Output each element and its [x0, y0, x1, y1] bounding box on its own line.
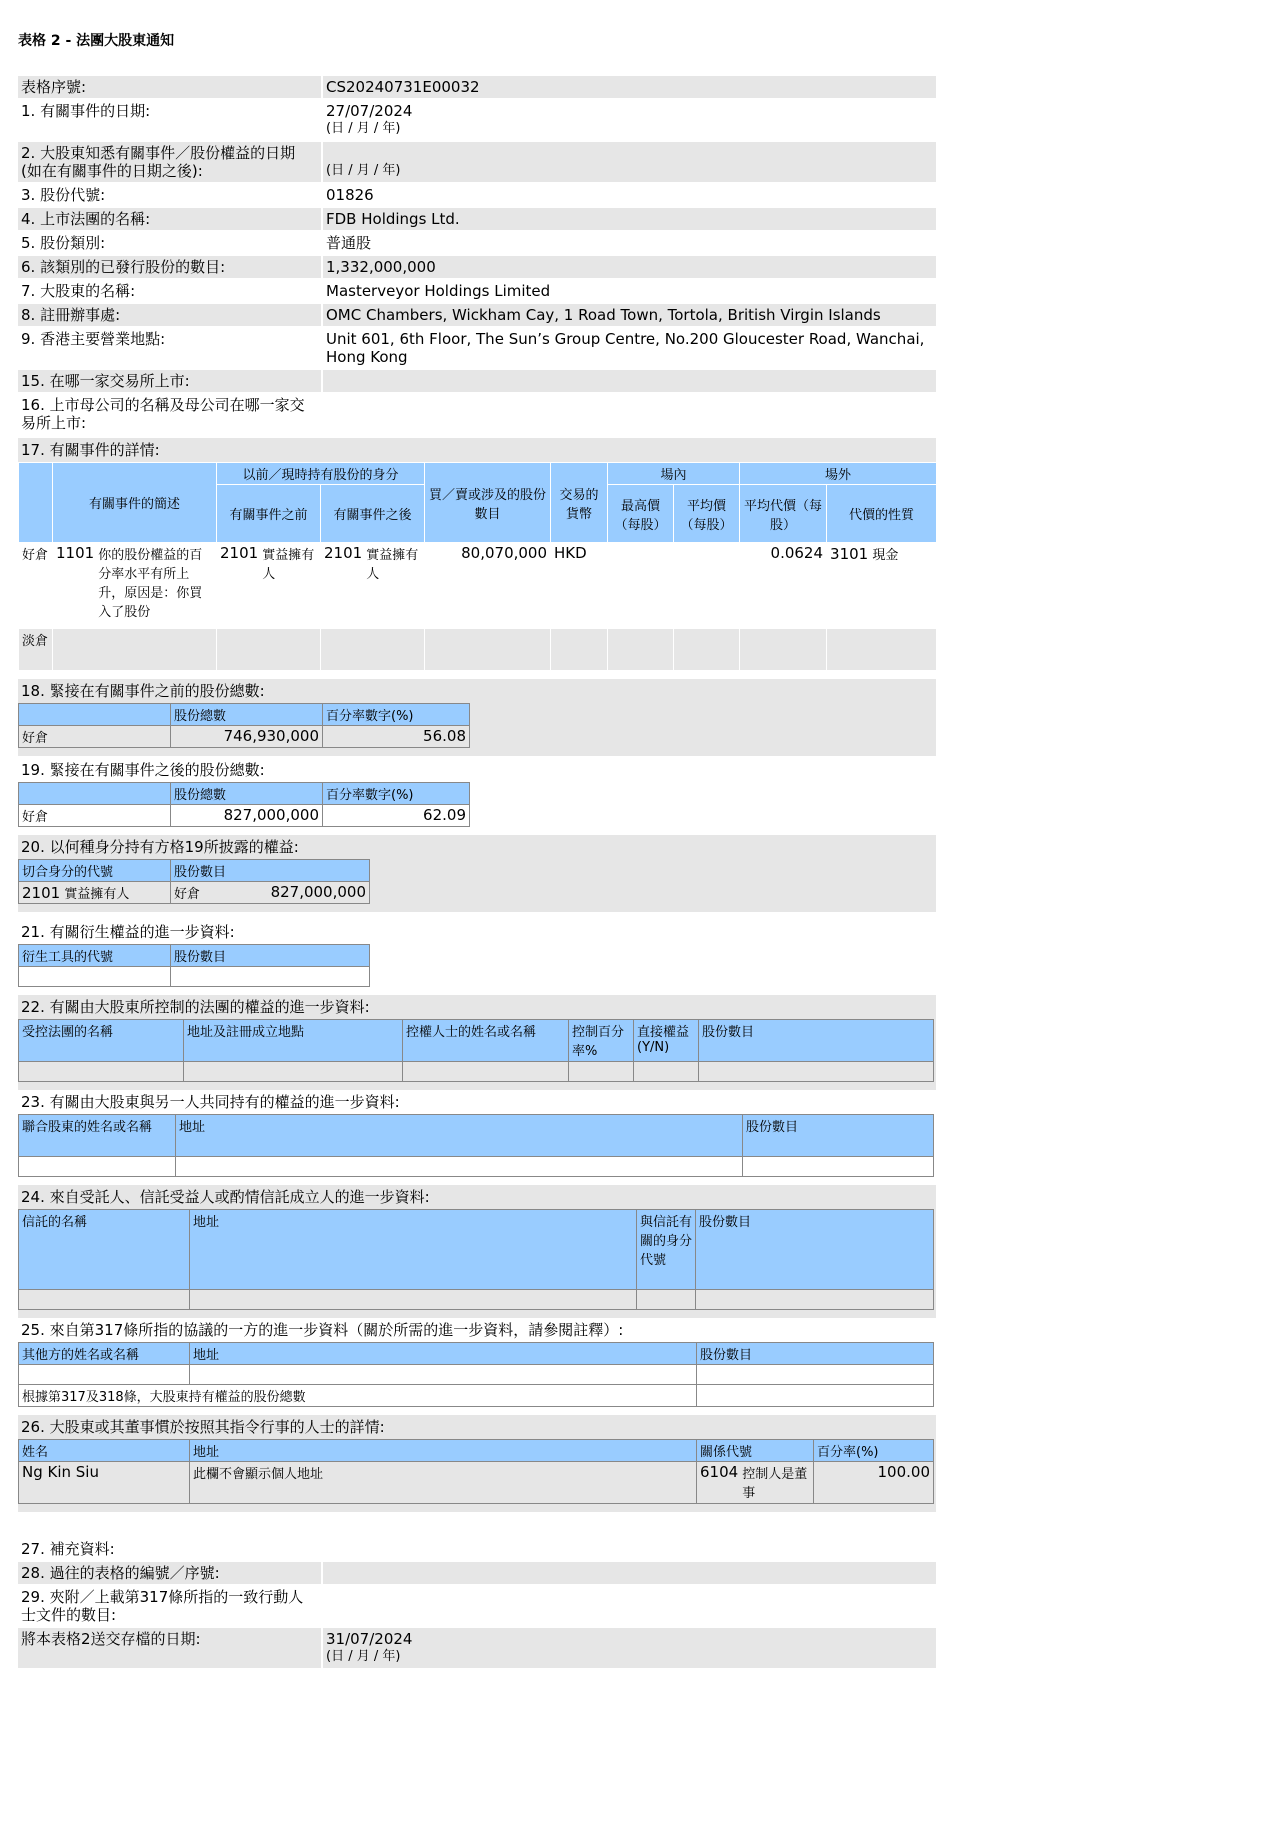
item17-h-shares: 買／賣或涉及的股份數目	[425, 463, 551, 543]
item26-name: Ng Kin Siu	[19, 1462, 190, 1504]
item17-h-before: 有關事件之前	[217, 485, 321, 543]
item17-h-avgcons: 平均代價（每股）	[740, 485, 827, 543]
item17-long-row	[19, 543, 937, 629]
form-title: 表格 2 - 法團大股東通知	[18, 33, 175, 49]
item17-h-offex: 場外	[740, 463, 937, 485]
item28-value	[323, 1562, 936, 1584]
item18-pos: 好倉	[19, 726, 171, 748]
item22-h5: 直接權益(Y/N)	[634, 1020, 699, 1062]
item4-label: 4. 上市法團的名稱:	[18, 208, 321, 230]
submit-date: 31/07/2024	[326, 1630, 413, 1648]
item26-h4: 百分率(%)	[814, 1440, 934, 1462]
item22-h2: 地址及註冊成立地點	[184, 1020, 403, 1062]
item28-label: 28. 過往的表格的編號／序號:	[18, 1562, 321, 1584]
item9-label: 9. 香港主要營業地點:	[21, 330, 166, 348]
item25-h1: 其他方的姓名或名稱	[19, 1343, 190, 1365]
item17-h-onex: 場內	[608, 463, 740, 485]
item1-row	[18, 100, 936, 140]
submit-date-format: (日 / 月 / 年)	[326, 1649, 401, 1664]
item17-h-pos	[19, 463, 53, 543]
item24-h4: 股份數目	[696, 1210, 934, 1290]
item26-code: 6104	[700, 1463, 739, 1481]
item22-label: 22. 有關由大股東所控制的法團的權益的進一步資料:	[21, 998, 370, 1016]
item17-after-code: 2101	[324, 544, 363, 562]
item17-long-pos: 好倉	[19, 543, 53, 629]
item24-table	[18, 1209, 934, 1310]
item17-table	[18, 462, 937, 671]
item18-h-total: 股份總數	[171, 704, 323, 726]
item17-h-avg: 平均價（每股）	[674, 485, 740, 543]
item17-h-capacity: 以前／現時持有股份的身分	[217, 463, 425, 485]
item15-label: 15. 在哪一家交易所上市:	[18, 370, 321, 392]
item17-h-desc: 有關事件的簡述	[53, 463, 217, 543]
item26-rel: 控制人是董事	[742, 1467, 808, 1501]
item2-label: 2. 大股東知悉有關事件／股份權益的日期 (如在有關事件的日期之後):	[18, 142, 321, 182]
item8-row	[18, 304, 936, 326]
item26-pct: 100.00	[814, 1462, 934, 1504]
item19-table	[18, 782, 470, 827]
item25-h2: 地址	[190, 1343, 697, 1365]
item17-h-nature: 代價的性質	[827, 485, 937, 543]
submit-row	[18, 1628, 936, 1668]
item5-value: 普通股	[326, 234, 372, 252]
item17-long-high	[608, 543, 674, 629]
item17-h-high: 最高價（每股）	[608, 485, 674, 543]
item17-label: 17. 有關事件的詳情:	[21, 441, 160, 459]
item22-h6: 股份數目	[699, 1020, 934, 1062]
item21-h-code: 衍生工具的代號	[19, 945, 171, 967]
item17-long-shares: 80,070,000	[425, 543, 551, 629]
item26-h3: 關係代號	[697, 1440, 814, 1462]
item21-label: 21. 有關衍生權益的進一步資料:	[21, 923, 235, 941]
item22-table	[18, 1019, 934, 1082]
item18-pct: 56.08	[323, 726, 470, 748]
item22-h3: 控權人士的姓名或名稱	[403, 1020, 569, 1062]
item17-before-cap: 實益擁有人	[262, 548, 315, 582]
item15-row	[18, 370, 936, 392]
item19-total: 827,000,000	[171, 805, 323, 827]
item25-label: 25. 來自第317條所指的協議的一方的進一步資料（關於所需的進一步資料，請參閱註釋）:	[21, 1321, 624, 1339]
item17-after-cap: 實益擁有人	[366, 548, 419, 582]
item21-table	[18, 944, 370, 987]
item23-section	[18, 1090, 936, 1185]
item25-section	[18, 1318, 936, 1415]
item1-date-format: (日 / 月 / 年)	[326, 121, 401, 136]
item17-nature-code: 3101	[830, 545, 869, 563]
item19-label: 19. 緊接在有關事件之後的股份總數:	[21, 761, 265, 779]
item25-h3: 股份數目	[697, 1343, 934, 1365]
item23-h3: 股份數目	[743, 1115, 934, 1157]
item9-value: Unit 601, 6th Floor, The Sun’s Group Centre, No.200 Gloucester Road, Wanchai, Hong Kong	[326, 330, 925, 366]
item24-h1: 信託的名稱	[19, 1210, 190, 1290]
item17-long-currency: HKD	[551, 543, 608, 629]
item2-row	[18, 142, 936, 182]
item7-value: Masterveyor Holdings Limited	[326, 282, 551, 300]
item6-row	[18, 256, 936, 278]
item17-section	[18, 438, 936, 462]
item26-section	[18, 1415, 936, 1512]
item20-section	[18, 835, 936, 912]
item4-row	[18, 208, 936, 230]
item17-nature: 現金	[872, 548, 899, 563]
item29-label: 29. 夾附／上載第317條所指的一致行動人士文件的數目:	[21, 1588, 304, 1624]
item22-h4: 控制百分率%	[569, 1020, 634, 1062]
item25-table	[18, 1342, 934, 1407]
item20-label: 20. 以何種身分持有方格19所披露的權益:	[21, 838, 299, 856]
item19-h-total: 股份總數	[171, 783, 323, 805]
item20-h-shares: 股份數目	[171, 860, 370, 882]
item20-code: 2101	[22, 884, 61, 902]
item6-value: 1,332,000,000	[323, 256, 936, 278]
item4-value: FDB Holdings Ltd.	[323, 208, 936, 230]
item27-row	[18, 1538, 936, 1560]
item20-pos: 好倉	[174, 887, 201, 902]
item7-row	[18, 280, 936, 302]
item20-cap: 實益擁有人	[64, 887, 130, 902]
item19-section	[18, 758, 936, 835]
item17-h-after: 有關事件之後	[321, 485, 425, 543]
item20-h-code: 切合身分的代號	[19, 860, 171, 882]
item24-h3: 與信託有關的身分代號	[637, 1210, 696, 1290]
item17-long-desc: 你的股份權益的百分率水平有所上升，原因是：你買入了股份	[98, 548, 203, 620]
item26-addr: 此欄不會顯示個人地址	[190, 1462, 697, 1504]
item18-h-pct: 百分率數字(%)	[323, 704, 470, 726]
item23-h2: 地址	[176, 1115, 743, 1157]
item27-label: 27. 補充資料:	[21, 1540, 115, 1558]
form-serial-label: 表格序號:	[18, 76, 321, 98]
item19-pct: 62.09	[323, 805, 470, 827]
item23-h1: 聯合股東的姓名或名稱	[19, 1115, 176, 1157]
form-page	[18, 30, 936, 1670]
item17-long-avgcons: 0.0624	[740, 543, 827, 629]
item8-value: OMC Chambers, Wickham Cay, 1 Road Town, Tortola, British Virgin Islands	[323, 304, 936, 326]
item22-section	[18, 995, 936, 1090]
item3-label: 3. 股份代號:	[21, 186, 106, 204]
item2-value	[326, 144, 933, 162]
item26-table	[18, 1439, 934, 1504]
item17-short-pos: 淡倉	[19, 629, 53, 671]
item23-label: 23. 有關由大股東與另一人共同持有的權益的進一步資料:	[21, 1093, 400, 1111]
submit-label: 將本表格2送交存檔的日期:	[18, 1628, 321, 1668]
item25-total-label: 根據第317及318條，大股東持有權益的股份總數	[19, 1385, 697, 1407]
item7-label: 7. 大股東的名稱:	[21, 282, 136, 300]
item5-label: 5. 股份類別:	[21, 234, 106, 252]
item19-pos: 好倉	[19, 805, 171, 827]
item17-h-currency: 交易的貨幣	[551, 463, 608, 543]
item29-value	[323, 1586, 936, 1626]
item26-h1: 姓名	[19, 1440, 190, 1462]
item21-h-shares: 股份數目	[171, 945, 370, 967]
item20-table	[18, 859, 370, 904]
item26-h2: 地址	[190, 1440, 697, 1462]
item29-row	[18, 1586, 936, 1626]
item21-section	[18, 920, 936, 995]
item22-h1: 受控法團的名稱	[19, 1020, 184, 1062]
item24-h2: 地址	[190, 1210, 637, 1290]
item26-label: 26. 大股東或其董事慣於按照其指令行事的人士的詳情:	[21, 1418, 385, 1436]
item23-table	[18, 1114, 934, 1177]
form-serial-value: CS20240731E00032	[323, 76, 936, 98]
item9-row	[18, 328, 936, 368]
item3-row	[18, 184, 936, 206]
item17-long-code: 1101	[56, 544, 95, 562]
item16-value	[323, 394, 936, 434]
item17-short-row	[19, 629, 937, 671]
item3-value: 01826	[326, 186, 374, 204]
item28-row	[18, 1562, 936, 1584]
item2-date-format: (日 / 月 / 年)	[326, 163, 401, 178]
item17-before-code: 2101	[220, 544, 259, 562]
item16-row	[18, 394, 936, 434]
item17-long-avg	[674, 543, 740, 629]
item5-row	[18, 232, 936, 254]
item6-label: 6. 該類別的已發行股份的數目:	[18, 256, 321, 278]
item18-total: 746,930,000	[171, 726, 323, 748]
item1-value: 27/07/2024	[326, 102, 413, 120]
item18-label: 18. 緊接在有關事件之前的股份總數:	[21, 682, 265, 700]
item20-shares: 827,000,000	[270, 883, 366, 901]
item16-label: 16. 上市母公司的名稱及母公司在哪一家交易所上市:	[21, 396, 305, 432]
item18-section	[18, 679, 936, 756]
form-serial-row	[18, 76, 936, 98]
item1-label: 1. 有關事件的日期:	[21, 102, 151, 120]
item19-h-pct: 百分率數字(%)	[323, 783, 470, 805]
item24-section	[18, 1185, 936, 1318]
item18-table	[18, 703, 470, 748]
item15-value	[323, 370, 936, 392]
item8-label: 8. 註冊辦事處:	[18, 304, 321, 326]
item24-label: 24. 來自受託人、信託受益人或酌情信託成立人的進一步資料:	[21, 1188, 430, 1206]
